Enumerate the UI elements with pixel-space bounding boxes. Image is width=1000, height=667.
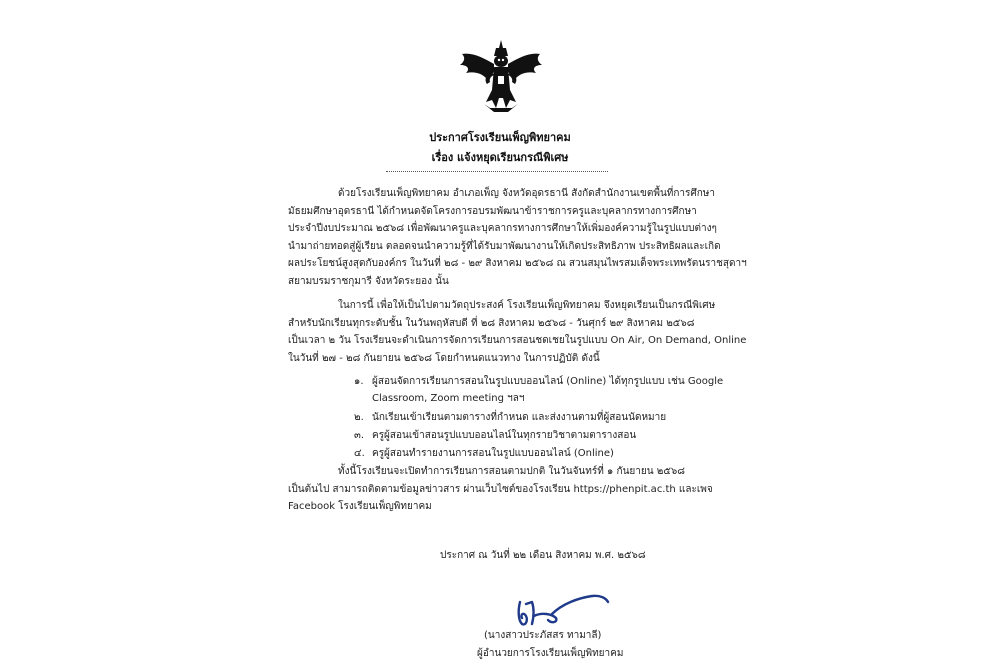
paragraph-3 [288, 463, 732, 516]
list-item-number: ๑. [354, 376, 364, 387]
divider [386, 171, 608, 172]
signer-name: (นางสาวประภัสสร ทามาลี) [484, 630, 602, 641]
paragraph-line: Facebook โรงเรียนเพ็ญพิทยาคม [288, 501, 432, 512]
paragraph-line: นำมาถ่ายทอดสู่ผู้เรียน ตลอดจนนำความรู้ที่ได้รับมาพัฒนางานให้เกิดประสิทธิภาพ ประสิทธิผลและเกิด [288, 240, 721, 252]
list-item-text: ผู้สอนจัดการเรียนการสอนในรูปแบบออนไลน์ (Online) ได้ทุกรูปแบบ เช่น Google [372, 376, 724, 387]
paragraph-line: ทั้งนี้โรงเรียนจะเปิดทำการเรียนการสอนตามปกติ ในวันจันทร์ที่ ๑ กันยายน ๒๕๖๘ [338, 466, 685, 477]
paragraph-line: ผลประโยชน์สูงสุดกับองค์กร ในวันที่ ๒๘ - ๒๙ สิงหาคม ๒๕๖๘ ณ สวนสมุนไพรสมเด็จพระเทพรัตนราชสุดาฯ [288, 258, 747, 269]
list-item-number: ๔. [354, 448, 365, 459]
signer-position: ผู้อำนวยการโรงเรียนเพ็ญพิทยาคม [477, 648, 624, 659]
paragraph-line: ในการนี้ เพื่อให้เป็นไปตามวัตถุประสงค์ โรงเรียนเพ็ญพิทยาคม จึงหยุดเรียนเป็นกรณีพิเศษ [338, 300, 716, 311]
list-item-text: นักเรียนเข้าเรียนตามตารางที่กำหนด และส่งงานตามที่ผู้สอนนัดหมาย [372, 412, 667, 423]
signature [512, 590, 612, 630]
list-item-number: ๒. [354, 412, 364, 423]
paragraph-line: ด้วยโรงเรียนเพ็ญพิทยาคม อำเภอเพ็ญ จังหวัดอุดรธานี สังกัดสำนักงานเขตพื้นที่การศึกษา [338, 188, 716, 199]
list-item-text: ครูผู้สอนเข้าสอนรูปแบบออนไลน์ในทุกรายวิชาตามตารางสอน [372, 430, 637, 441]
paragraph-line: สยามบรมราชกุมารี จังหวัดระยอง นั้น [288, 275, 449, 287]
paragraph-1 [288, 185, 747, 290]
paragraph-line: ประจำปีงบประมาณ ๒๕๖๘ เพื่อพัฒนาครูและบุคลากรทางการศึกษาให้เพิ่มองค์ความรู้ในรูปแบบต่างๆ [288, 223, 717, 234]
paragraph-line: สำหรับนักเรียนทุกระดับชั้น ในวันพฤหัสบดี ที่ ๒๘ สิงหาคม ๒๕๖๘ - วันศุกร์ ๒๙ สิงหาคม ๒๕๖๘ [288, 317, 695, 329]
notice-title: ประกาศโรงเรียนเพ็ญพิทยาคม [429, 131, 571, 144]
garuda-emblem [456, 38, 546, 118]
paragraph-line: เป็นต้นไป สามารถติดตามข้อมูลข่าวสาร ผ่านเว็บไซต์ของโรงเรียน https://phenpit.ac.th และเพจ [288, 483, 713, 495]
paragraph-2 [288, 297, 747, 367]
paragraph-line: เป็นเวลา ๒ วัน โรงเรียนจะดำเนินการจัดการเรียนการสอนชดเชยในรูปแบบ On Air, On Demand, Online [288, 335, 747, 346]
list-item-number: ๓. [354, 430, 365, 441]
announcement-date: ประกาศ ณ วันที่ ๒๒ เดือน สิงหาคม พ.ศ. ๒๕๖๘ [440, 550, 646, 561]
paragraph-line: มัธยมศึกษาอุดรธานี ได้กำหนดจัดโครงการอบรมพัฒนาข้าราชการครูและบุคลากรทางการศึกษา [288, 205, 697, 217]
list-item-text: Classroom, Zoom meeting ฯลฯ [372, 393, 525, 404]
list-item-text: ครูผู้สอนทำรายงานการสอนในรูปแบบออนไลน์ (Online) [372, 448, 614, 459]
paragraph-line: ในวันที่ ๒๗ - ๒๘ กันยายน ๒๕๖๘ โดยกำหนดแนวทาง ในการปฏิบัติ ดังนี้ [288, 352, 600, 364]
notice-subject: เรื่อง แจ้งหยุดเรียนกรณีพิเศษ [431, 151, 569, 164]
